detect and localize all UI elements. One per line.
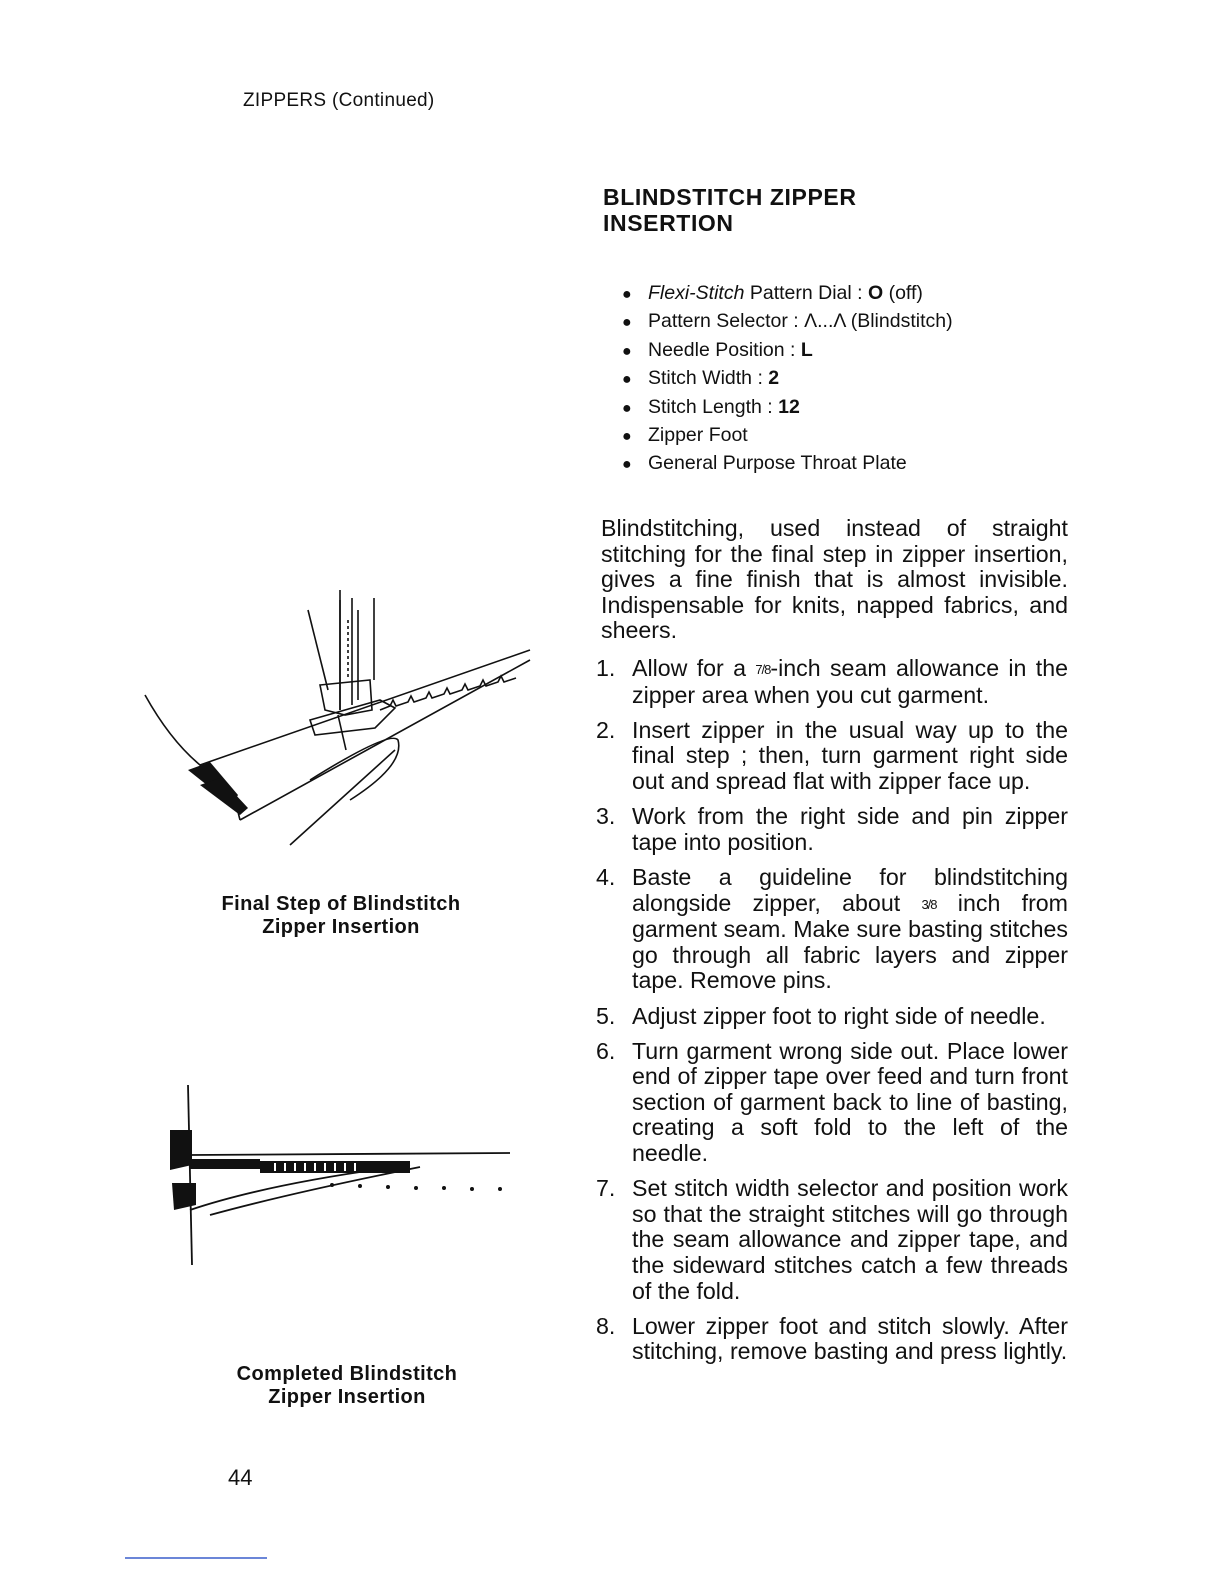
bullet-icon: ● <box>622 456 632 474</box>
figure-1-caption-line-1: Final Step of Blindstitch <box>221 893 461 915</box>
step-item: 7. Set stitch width selector and position work so that the straight stitches will go through the seam allowance and zipper tape, and the sideward stitches catch a few threads of the fold. <box>596 1175 1068 1304</box>
step-item: 4. Baste a guideline for blindstitching alongside zipper, about 3/8 inch from garment seam. Make sure basting stitches go through all fabric layers and zipper tape. Remove pins. <box>596 863 1068 994</box>
bullet-icon: ● <box>622 286 632 303</box>
setting-item: ● Flexi-Stitch Pattern Dial : O (off) <box>622 279 953 307</box>
page-number: 44 <box>228 1465 253 1490</box>
running-header: ZIPPERS (Continued) <box>243 90 435 111</box>
step-item: 3. Work from the right side and pin zipper tape into position. <box>596 803 1068 855</box>
setting-item: ● General Purpose Throat Plate <box>622 449 953 477</box>
figure-1-caption <box>181 893 501 939</box>
setting-item: ● Zipper Foot <box>622 421 953 449</box>
step-item: 5. Adjust zipper foot to right side of needle. <box>596 1002 1046 1029</box>
step-item: 1. Allow for a 7/8-inch seam allowance in the zipper area when you cut garment. <box>596 655 1068 708</box>
bullet-icon: ● <box>622 371 632 389</box>
footer-rule <box>125 1557 267 1559</box>
section-title-line-2: INSERTION <box>603 210 734 236</box>
step-item: 6. Turn garment wrong side out. Place lower end of zipper tape over feed and turn front section of garment back to line of basting, creating a soft fold to the left of the needle. <box>596 1037 1068 1167</box>
setting-item: ● Needle Position : L <box>622 336 953 364</box>
machine-settings-list <box>622 279 953 478</box>
setting-item: ● Pattern Selector : Λ...Λ (Blindstitch) <box>622 307 953 335</box>
figure-1-caption-line-2: Zipper Insertion <box>262 916 420 938</box>
setting-item: ● Stitch Width : 2 <box>622 364 953 392</box>
figure-2-caption <box>187 1363 507 1409</box>
bullet-icon: ● <box>622 427 632 445</box>
sewing-foot-illustration <box>140 590 540 850</box>
section-title-line-1: BLINDSTITCH ZIPPER <box>603 184 857 210</box>
completed-zipper-illustration <box>150 1075 520 1275</box>
figure-2-caption-line-1: Completed Blindstitch <box>236 1363 458 1385</box>
instruction-steps <box>596 656 1068 1375</box>
figure-2-caption-line-2: Zipper Insertion <box>268 1386 426 1408</box>
intro-paragraph: Blindstitching, used instead of straight stitching for the final step in zipper insertion, gives a fine finish that is almost invisible. Indispensable for knits, napped fabrics, and sheers. <box>601 515 1068 644</box>
bullet-icon: ● <box>622 342 632 360</box>
bullet-icon: ● <box>622 399 632 417</box>
fraction: 7/8 <box>755 662 771 677</box>
setting-item: ● Stitch Length : 12 <box>622 393 953 421</box>
step-item: 8. Lower zipper foot and stitch slowly. After stitching, remove basting and press lightly. <box>596 1312 1068 1365</box>
step-item: 2. Insert zipper in the usual way up to the final step ; then, turn garment right side out and spread flat with zipper face up. <box>596 716 1068 794</box>
bullet-icon: ● <box>622 314 632 332</box>
section-title <box>603 184 857 236</box>
fraction: 3/8 <box>921 896 937 912</box>
